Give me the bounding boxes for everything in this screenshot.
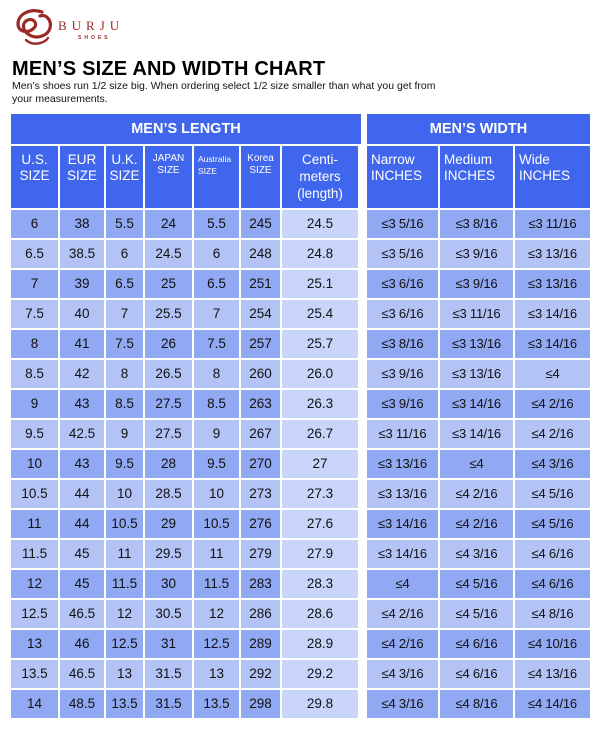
length-cell: 27 [282,450,358,478]
width-cell: ≤3 14/16 [440,420,513,448]
length-cell: 27.6 [282,510,358,538]
table-row [367,270,590,298]
length-cell: 270 [241,450,280,478]
length-cell: 29.8 [282,690,358,718]
length-cell: 10 [11,450,58,478]
length-cell: 248 [241,240,280,268]
table-row [367,390,590,418]
length-cell: 43 [60,390,104,418]
table-row [11,660,361,688]
length-cell: 28.3 [282,570,358,598]
length-cell: 11 [106,540,143,568]
width-table-body [367,210,590,718]
length-cell: 273 [241,480,280,508]
width-cell: ≤4 6/16 [515,570,590,598]
length-cell: 45 [60,540,104,568]
width-cell: ≤3 6/16 [367,270,438,298]
length-cell: 7.5 [194,330,239,358]
length-cell: 5.5 [106,210,143,238]
length-cell: 267 [241,420,280,448]
length-cell: 10.5 [11,480,58,508]
width-cell: ≤4 3/16 [440,540,513,568]
length-cell: 44 [60,510,104,538]
table-row [11,450,361,478]
length-cell: 13 [194,660,239,688]
col-header-australia: Australia SIZE [194,146,239,208]
length-cell: 5.5 [194,210,239,238]
width-cell: ≤3 13/16 [515,240,590,268]
table-row [11,630,361,658]
length-cell: 44 [60,480,104,508]
width-cell: ≤3 14/16 [440,390,513,418]
width-cell: ≤4 5/16 [440,570,513,598]
length-cell: 6 [194,240,239,268]
table-row [367,660,590,688]
length-cell: 25 [145,270,192,298]
width-cell: ≤4 6/16 [440,660,513,688]
length-cell: 31 [145,630,192,658]
width-cell: ≤4 3/16 [515,450,590,478]
width-cell: ≤4 2/16 [367,630,438,658]
length-cell: 298 [241,690,280,718]
length-cell: 28.9 [282,630,358,658]
width-table [367,114,590,720]
width-cell: ≤4 6/16 [515,540,590,568]
width-cell: ≤3 13/16 [440,330,513,358]
width-cell: ≤3 11/16 [440,300,513,328]
table-row [11,570,361,598]
width-cell: ≤4 10/16 [515,630,590,658]
col-header-eur: EUR SIZE [60,146,104,208]
brand-subname: SHOES [78,35,111,41]
length-cell: 9 [106,420,143,448]
length-cell: 24.8 [282,240,358,268]
length-cell: 39 [60,270,104,298]
table-row [11,690,361,718]
width-cell: ≤3 11/16 [515,210,590,238]
width-cell: ≤4 [367,570,438,598]
width-cell: ≤4 2/16 [515,420,590,448]
width-cell: ≤4 6/16 [440,630,513,658]
length-cell: 9.5 [194,450,239,478]
width-cell: ≤3 14/16 [367,510,438,538]
length-cell: 27.9 [282,540,358,568]
length-cell: 26 [145,330,192,358]
width-cell: ≤4 2/16 [440,480,513,508]
length-cell: 11.5 [106,570,143,598]
brand-swirl-icon [12,6,56,48]
length-cell: 12 [11,570,58,598]
table-row [11,300,361,328]
length-cell: 28.6 [282,600,358,628]
width-cell: ≤4 [515,360,590,388]
table-row [367,330,590,358]
table-row [367,240,590,268]
length-cell: 13.5 [11,660,58,688]
col-header-japan: JAPAN SIZE [145,146,192,208]
col-header-korea: Korea SIZE [241,146,280,208]
col-header-uk: U.K. SIZE [106,146,143,208]
length-cell: 9 [194,420,239,448]
width-cell: ≤3 11/16 [367,420,438,448]
length-cell: 26.5 [145,360,192,388]
width-cell: ≤4 3/16 [367,660,438,688]
length-cell: 6 [106,240,143,268]
width-cell: ≤3 8/16 [367,330,438,358]
length-cell: 260 [241,360,280,388]
col-header-centimeters: Centi-meters (length) [282,146,358,208]
length-cell: 7.5 [11,300,58,328]
width-cell: ≤3 9/16 [367,390,438,418]
length-cell: 41 [60,330,104,358]
length-cell: 42 [60,360,104,388]
length-header-row [11,146,361,208]
length-cell: 38.5 [60,240,104,268]
length-cell: 46 [60,630,104,658]
table-row [11,240,361,268]
length-cell: 27.3 [282,480,358,508]
length-cell: 24 [145,210,192,238]
length-cell: 276 [241,510,280,538]
table-row [367,540,590,568]
length-cell: 31.5 [145,660,192,688]
length-cell: 8 [11,330,58,358]
length-cell: 7 [194,300,239,328]
width-cell: ≤3 9/16 [367,360,438,388]
length-cell: 13.5 [106,690,143,718]
width-cell: ≤3 13/16 [367,480,438,508]
col-header-narrow: Narrow INCHES [367,146,438,208]
col-header-medium: Medium INCHES [440,146,513,208]
width-cell: ≤4 14/16 [515,690,590,718]
table-row [367,210,590,238]
length-cell: 9.5 [106,450,143,478]
length-cell: 7.5 [106,330,143,358]
length-cell: 13 [106,660,143,688]
length-cell: 12 [106,600,143,628]
length-cell: 38 [60,210,104,238]
length-cell: 24.5 [282,210,358,238]
length-cell: 292 [241,660,280,688]
length-table [11,114,361,720]
table-row [367,690,590,718]
length-cell: 283 [241,570,280,598]
width-cell: ≤4 5/16 [515,510,590,538]
width-cell: ≤3 6/16 [367,300,438,328]
length-cell: 31.5 [145,690,192,718]
length-cell: 12.5 [11,600,58,628]
table-row [367,630,590,658]
length-cell: 13 [11,630,58,658]
length-cell: 11.5 [11,540,58,568]
length-cell: 26.7 [282,420,358,448]
length-cell: 29.2 [282,660,358,688]
length-cell: 9.5 [11,420,58,448]
length-cell: 11 [194,540,239,568]
length-cell: 279 [241,540,280,568]
brand-name: BURJU [58,18,125,33]
length-cell: 286 [241,600,280,628]
width-cell: ≤4 2/16 [515,390,590,418]
table-row [367,360,590,388]
length-cell: 28 [145,450,192,478]
length-table-body [11,210,361,718]
col-header-wide: Wide INCHES [515,146,590,208]
length-cell: 8.5 [11,360,58,388]
length-cell: 25.4 [282,300,358,328]
table-row [367,420,590,448]
length-cell: 251 [241,270,280,298]
length-cell: 10 [106,480,143,508]
length-cell: 6.5 [106,270,143,298]
length-cell: 25.1 [282,270,358,298]
length-cell: 30.5 [145,600,192,628]
table-row [367,450,590,478]
length-cell: 13.5 [194,690,239,718]
length-cell: 6 [11,210,58,238]
width-cell: ≤3 13/16 [515,270,590,298]
length-cell: 45 [60,570,104,598]
length-cell: 10.5 [194,510,239,538]
width-cell: ≤3 5/16 [367,210,438,238]
length-cell: 11.5 [194,570,239,598]
length-cell: 245 [241,210,280,238]
width-header-row [367,146,590,208]
width-cell: ≤4 8/16 [515,600,590,628]
table-row [367,480,590,508]
table-row [11,360,361,388]
length-cell: 43 [60,450,104,478]
length-cell: 24.5 [145,240,192,268]
length-cell: 30 [145,570,192,598]
brand-logo [12,6,142,48]
length-cell: 28.5 [145,480,192,508]
width-cell: ≤3 13/16 [367,450,438,478]
width-cell: ≤3 14/16 [515,330,590,358]
length-cell: 46.5 [60,600,104,628]
length-cell: 8.5 [194,390,239,418]
length-cell: 9 [11,390,58,418]
length-cell: 29.5 [145,540,192,568]
length-cell: 12.5 [106,630,143,658]
width-cell: ≤4 2/16 [440,510,513,538]
page-subtitle: Men’s shoes run 1/2 size big. When ordering select 1/2 size smaller than what you get from your measurements. [12,80,436,105]
width-cell: ≤4 8/16 [440,690,513,718]
length-cell: 10 [194,480,239,508]
length-cell: 26.3 [282,390,358,418]
length-cell: 8 [106,360,143,388]
length-cell: 26.0 [282,360,358,388]
table-row [367,300,590,328]
table-row [11,600,361,628]
length-cell: 7 [11,270,58,298]
width-cell: ≤3 8/16 [440,210,513,238]
length-cell: 12.5 [194,630,239,658]
table-row [11,540,361,568]
col-header-us: U.S. SIZE [11,146,58,208]
length-cell: 46.5 [60,660,104,688]
width-cell: ≤3 9/16 [440,240,513,268]
table-row [11,270,361,298]
length-cell: 27.5 [145,420,192,448]
length-cell: 27.5 [145,390,192,418]
length-cell: 289 [241,630,280,658]
length-cell: 6.5 [194,270,239,298]
width-cell: ≤4 5/16 [440,600,513,628]
length-cell: 8.5 [106,390,143,418]
length-cell: 254 [241,300,280,328]
length-cell: 29 [145,510,192,538]
width-cell: ≤4 13/16 [515,660,590,688]
width-cell: ≤4 [440,450,513,478]
length-cell: 10.5 [106,510,143,538]
table-row [367,570,590,598]
table-row [11,480,361,508]
table-row [11,390,361,418]
length-cell: 14 [11,690,58,718]
length-table-title: MEN’S LENGTH [11,114,361,144]
length-cell: 48.5 [60,690,104,718]
length-cell: 263 [241,390,280,418]
length-cell: 40 [60,300,104,328]
width-cell: ≤3 13/16 [440,360,513,388]
table-row [11,210,361,238]
table-row [367,600,590,628]
length-cell: 25.5 [145,300,192,328]
width-cell: ≤4 3/16 [367,690,438,718]
table-row [367,510,590,538]
width-cell: ≤3 9/16 [440,270,513,298]
table-row [11,510,361,538]
width-cell: ≤4 5/16 [515,480,590,508]
length-cell: 7 [106,300,143,328]
width-cell: ≤3 5/16 [367,240,438,268]
page-title: MEN’S SIZE AND WIDTH CHART [12,58,326,80]
table-row [11,330,361,358]
length-cell: 42.5 [60,420,104,448]
length-cell: 6.5 [11,240,58,268]
length-cell: 8 [194,360,239,388]
length-cell: 11 [11,510,58,538]
length-cell: 12 [194,600,239,628]
width-cell: ≤3 14/16 [367,540,438,568]
table-row [11,420,361,448]
width-cell: ≤4 2/16 [367,600,438,628]
length-cell: 257 [241,330,280,358]
width-cell: ≤3 14/16 [515,300,590,328]
length-cell: 25.7 [282,330,358,358]
width-table-title: MEN’S WIDTH [367,114,590,144]
